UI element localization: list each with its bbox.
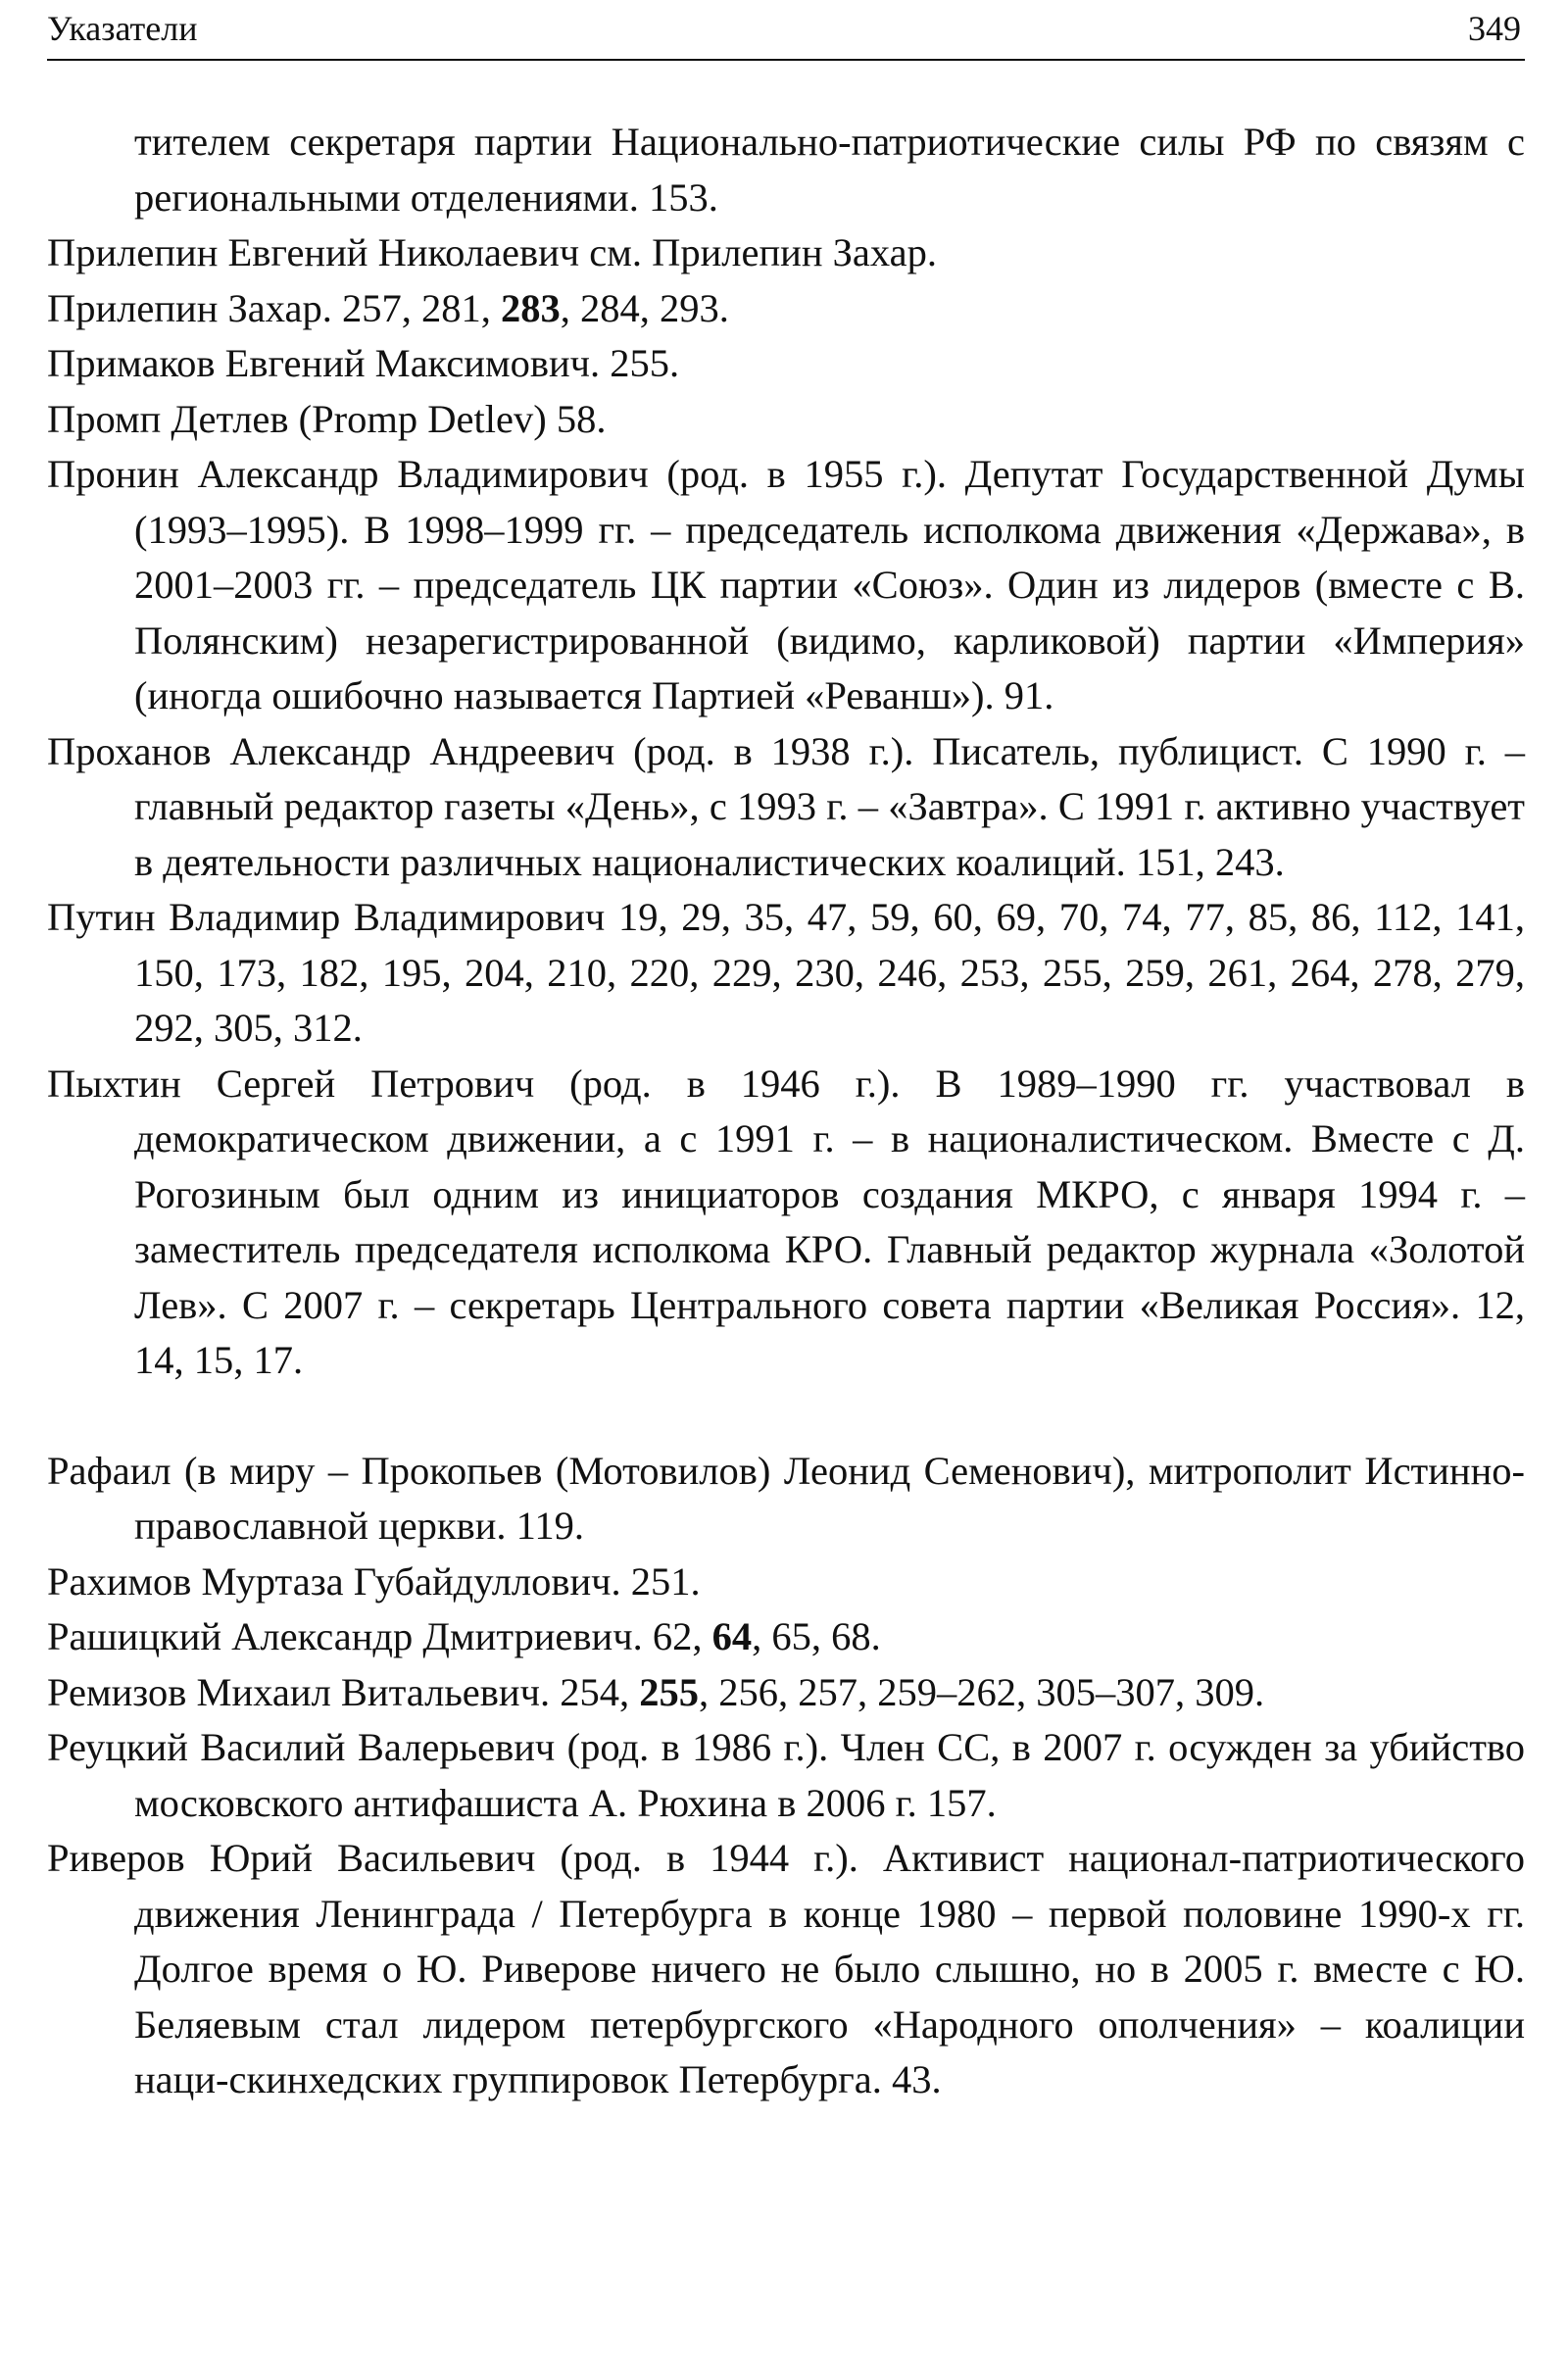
running-header: [47, 0, 1525, 61]
index-entry-riverov: [47, 1831, 1525, 2108]
bold-page-ref: 255: [639, 1669, 699, 1714]
entry-text: , 65, 68.: [752, 1614, 881, 1658]
entry-text: Прилепин Захар. 257, 281,: [47, 285, 501, 330]
entry-text: , 284, 293.: [560, 285, 729, 330]
index-entry-rafail: [47, 1444, 1525, 1555]
page-number: 349: [1468, 9, 1521, 48]
index-entry-pykhtin: [47, 1057, 1525, 1389]
entry-text: тителем секретаря партии Национально-патриотические силы РФ по связям с региональными отделениями. 153.: [134, 120, 1525, 220]
index-entry-reutsky: [47, 1720, 1525, 1831]
entry-text: Рахимов Муртаза Губайдуллович. 251.: [47, 1558, 701, 1604]
entry-text: , 256, 257, 259–262, 305–307, 309.: [698, 1669, 1265, 1714]
entry-text: Реуцкий Василий Валерьевич (род. в 1986 г.). Член СС, в 2007 г. осужден за убийство московского антифашиста А. Рюхина в 2006 г. 157.: [47, 1725, 1525, 1825]
entry-text: Прилепин Евгений Николаевич см. Прилепин Захар.: [47, 230, 937, 274]
index-entry-prilepin-zakhar: [47, 281, 1525, 337]
index-entry-rakhimov: [47, 1555, 1525, 1610]
index-entry-cont: [47, 115, 1525, 225]
entry-text: Проханов Александр Андреевич (род. в 1938 г.). Писатель, публицист. С 1990 г. – главный редактор газеты «День», с 1993 г. – «Завтра». С 1991 г. активно участвует в деятельности различных националистических коалиций. 151, 243.: [47, 728, 1525, 884]
index-entry-primakov: [47, 336, 1525, 392]
entry-text: Рашицкий Александр Дмитриевич. 62,: [47, 1614, 712, 1658]
index-entry-prokhanov: [47, 724, 1525, 891]
entry-text: Примаков Евгений Максимович. 255.: [47, 341, 680, 385]
index-entry-rashitsky: [47, 1609, 1525, 1665]
index-entry-pronin: [47, 447, 1525, 724]
entry-text: Промп Детлев (Promp Detlev) 58.: [47, 396, 607, 441]
index-entry-putin: [47, 890, 1525, 1057]
entry-text: Ремизов Михаил Витальевич. 254,: [47, 1669, 640, 1714]
entry-text: Риверов Юрий Васильевич (род. в 1944 г.). Активист национал-патриотического движения Ленинграда / Петербурга в конце 1980 – первой половине 1990-х гг. Долгое время о Ю. Риверове ничего не было слышно, но в 2005 г. вместе с Ю. Беляевым стал лидером петербургского «Народного ополчения» – коалиции наци-скинхедских группировок Петербурга. 43.: [47, 1836, 1525, 2101]
index-entry-promp: [47, 392, 1525, 448]
entry-text: Пронин Александр Владимирович (род. в 1955 г.). Депутат Государственной Думы (1993–1995). В 1998–1999 гг. – председатель исполкома движения «Держава», в 2001–2003 гг. – председатель ЦК партии «Союз». Один из лидеров (вместе с В. Полянским) незарегистрированной (видимо, карликовой) партии «Империя» (иногда ошибочно называется Партией «Реванш»). 91.: [47, 452, 1525, 717]
index-entry-prilepin-evgeny: [47, 225, 1525, 281]
index-entries: [47, 115, 1525, 2108]
entry-text: Пыхтин Сергей Петрович (род. в 1946 г.). В 1989–1990 гг. участвовал в демократическом движении, а с 1991 г. – в националистическом. Вместе с Д. Рогозиным был одним из инициаторов создания МКРО, с января 1994 г. – заместитель председателя исполкома КРО. Главный редактор журнала «Золотой Лев». С 2007 г. – секретарь Центрального совета партии «Великая Россия». 12, 14, 15, 17.: [47, 1061, 1525, 1382]
book-page: [47, 0, 1525, 2108]
section-title: Указатели: [47, 9, 198, 48]
entry-text: Рафаил (в миру – Прокопьев (Мотовилов) Леонид Семенович), митрополит Истинно-православной церкви. 119.: [47, 1448, 1525, 1548]
index-entry-remizov: [47, 1665, 1525, 1721]
bold-page-ref: 64: [711, 1614, 753, 1658]
bold-page-ref: 283: [500, 285, 561, 330]
entry-text: Путин Владимир Владимирович 19, 29, 35, 47, 59, 60, 69, 70, 74, 77, 85, 86, 112, 141, 150, 173, 182, 195, 204, 210, 220, 229, 230, 246, 253, 255, 259, 261, 264, 278, 279, 292, 305, 312.: [47, 895, 1525, 1050]
